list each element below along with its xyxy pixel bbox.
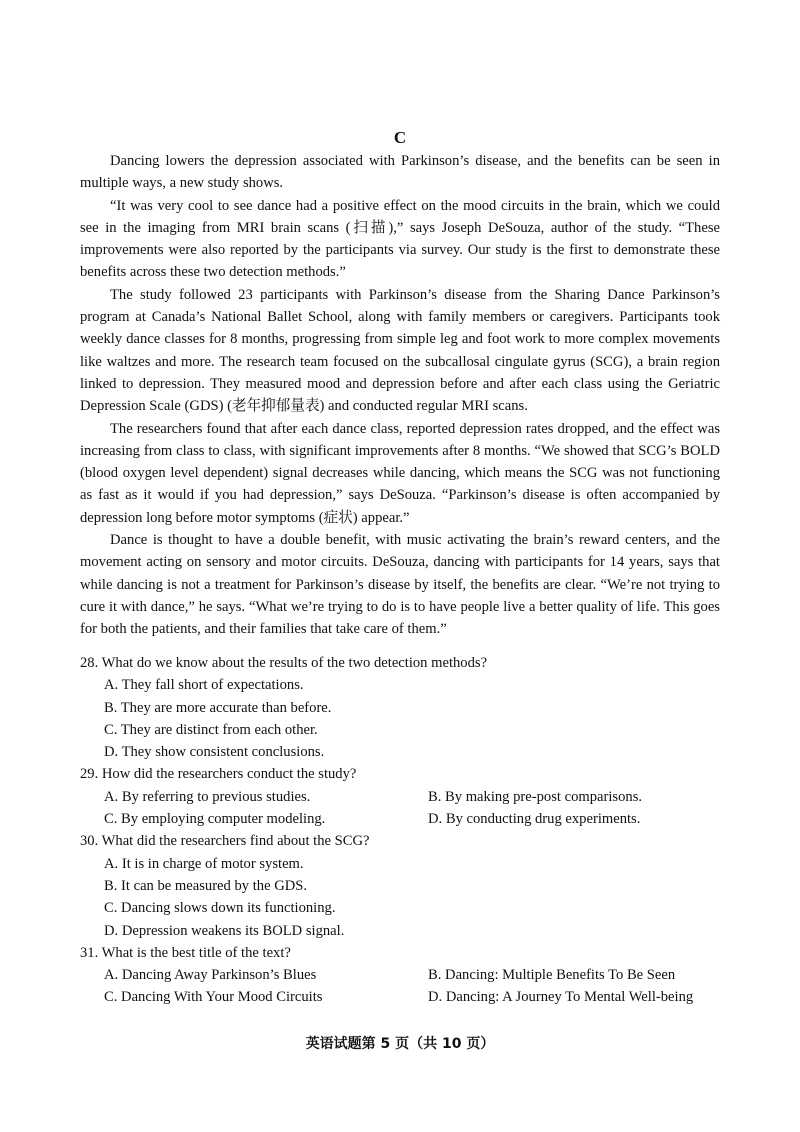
question-list	[80, 652, 720, 1009]
option-a: A. Dancing Away Parkinson’s Blues	[104, 967, 317, 984]
reading-passage	[80, 150, 720, 641]
passage-paragraph: “It was very cool to see dance had a positive effect on the mood circuits in the brain, which we could see in the imaging from MRI brain scans (扫描),” says Joseph DeSouza, author of the study. “These improvements were also reported by the participants via survey. Our study is the first to demonstrate these benefits across these two detection methods.”	[80, 197, 720, 281]
option-c: C. Dancing With Your Mood Circuits	[104, 989, 323, 1006]
option-a: A. They fall short of expectations.	[104, 677, 304, 694]
question-stem: 30. What did the researchers find about the SCG?	[80, 833, 370, 850]
question-31	[80, 942, 720, 1009]
option-b: B. By making pre-post comparisons.	[428, 788, 643, 805]
passage-paragraph: The researchers found that after each dance class, reported depression rates dropped, and the effect was increasing from class to class, with significant improvements after 8 months. “We showed that SCG’s BOLD (blood oxygen level dependent) signal decreases while dancing, which means the SCG was not functioning as fast as it would if you had depression,” says DeSouza. “Parkinson’s disease is often accompanied by depression long before motor symptoms (症状) appear.”	[80, 420, 720, 526]
option-d: D. They show consistent conclusions.	[104, 744, 325, 761]
option-d: D. Depression weakens its BOLD signal.	[104, 922, 345, 939]
option-a: A. By referring to previous studies.	[104, 788, 311, 805]
option-grid	[104, 964, 720, 1009]
passage-paragraph: The study followed 23 participants with Parkinson’s disease from the Sharing Dance Parkinson’s program at Canada’s National Ballet School, along with family members or caregivers. Participants took weekly dance classes for 8 months, progressing from simple leg and foot work to more complex movements like waltzes and more. The research team focused on the subcallosal cingulate gyrus (SCG), a brain region linked to depression. They measured mood and depression before and after each class using the Geriatric Depression Scale (GDS) (老年抑郁量表) and conducted regular MRI scans.	[80, 286, 720, 415]
option-a: A. It is in charge of motor system.	[104, 855, 304, 872]
option-b: B. Dancing: Multiple Benefits To Be Seen	[428, 967, 676, 984]
option-d: D. Dancing: A Journey To Mental Well-being	[428, 989, 694, 1006]
option-c: C. By employing computer modeling.	[104, 811, 326, 828]
option-c: C. Dancing slows down its functioning.	[104, 900, 336, 917]
option-b: B. They are more accurate than before.	[104, 699, 332, 716]
option-grid	[104, 786, 720, 831]
question-29	[80, 763, 720, 830]
option-d: D. By conducting drug experiments.	[428, 811, 641, 828]
question-stem: 28. What do we know about the results of the two detection methods?	[80, 655, 488, 671]
question-30	[80, 830, 720, 941]
question-stem: 31. What is the best title of the text?	[80, 944, 291, 961]
option-b: B. It can be measured by the GDS.	[104, 877, 308, 894]
section-heading: C	[393, 128, 407, 147]
page-footer: 英语试题第 5 页（共 10 页）	[305, 1036, 495, 1052]
question-stem: 29. How did the researchers conduct the study?	[80, 766, 357, 783]
passage-paragraph: Dancing lowers the depression associated with Parkinson’s disease, and the benefits can be seen in multiple ways, a new study shows.	[80, 153, 720, 192]
passage-paragraph: Dance is thought to have a double benefit, with music activating the brain’s reward centers, and the movement acting on sensory and motor circuits. DeSouza, dancing with participants for 14 years, says that while dancing is not a treatment for Parkinson’s disease by itself, the benefits are clear. “We’re not trying to cure it with dance,” he says. “What we’re trying to do is to have people live a better quality of life. This goes for both the patients, and their families that take care of them.”	[80, 532, 720, 638]
question-28	[80, 652, 720, 763]
option-c: C. They are distinct from each other.	[104, 721, 318, 738]
